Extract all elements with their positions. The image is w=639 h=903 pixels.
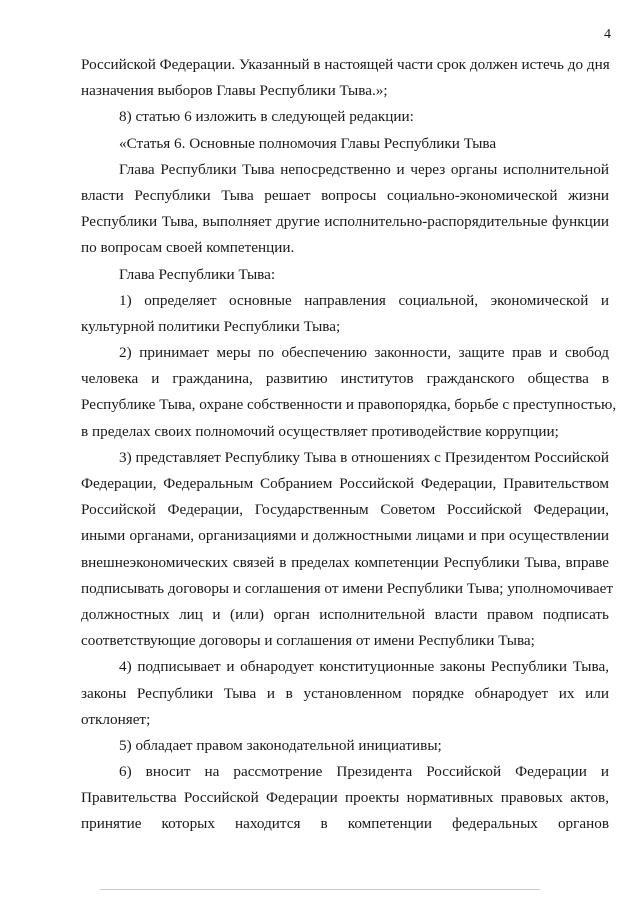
text-line: «Статья 6. Основные полномочия Главы Республики Тыва xyxy=(119,134,497,152)
footer-divider xyxy=(100,889,540,890)
text-line: по вопросам своей компетенции. xyxy=(81,239,295,257)
text-line: принятие которых находится в компетенции федеральных органов xyxy=(81,815,609,833)
text-line: Правительства Российской Федерации проекты нормативных правовых актов, xyxy=(81,789,609,807)
text-line: Российской Федерации, Государственным Советом Российской Федерации, xyxy=(81,501,609,519)
document-body xyxy=(81,52,617,838)
text-line: 3) представляет Республику Тыва в отношениях с Президентом Российской xyxy=(119,448,609,466)
text-line: иными органами, организациями и должностными лицами и при осуществлении xyxy=(81,527,609,545)
page-number: 4 xyxy=(604,27,611,42)
text-line: в пределах своих полномочий осуществляет противодействие коррупции; xyxy=(81,422,559,440)
text-line: внешнеэкономических связей в пределах компетенции Республики Тыва, вправе xyxy=(81,553,609,571)
text-line: Республики Тыва, выполняет другие исполнительно-распорядительные функции xyxy=(81,213,609,231)
text-line: 4) подписывает и обнародует конституционные законы Республики Тыва, xyxy=(119,658,609,676)
text-line: Республике Тыва, охране собственности и правопорядка, борьбе с преступностью, xyxy=(81,396,617,414)
text-line: должностных лиц и (или) орган исполнительной власти правом подписать xyxy=(81,605,609,623)
text-line: 6) вносит на рассмотрение Президента Российской Федерации и xyxy=(119,763,609,781)
text-line: 2) принимает меры по обеспечению законности, защите прав и свобод xyxy=(119,344,609,362)
text-line: Российской Федерации. Указанный в настоящей части срок должен истечь до дня xyxy=(81,56,610,73)
text-line: 8) статью 6 изложить в следующей редакции: xyxy=(119,108,414,126)
text-line: Глава Республики Тыва: xyxy=(119,265,276,283)
text-line: власти Республики Тыва решает вопросы социально-экономической жизни xyxy=(81,186,609,204)
text-line: 5) обладает правом законодательной инициативы; xyxy=(119,736,442,754)
text-line: Федерации, Федеральным Собранием Российской Федерации, Правительством xyxy=(81,475,609,492)
text-line: подписывать договоры и соглашения от имени Республики Тыва; уполномочивает xyxy=(81,579,614,597)
text-line: 1) определяет основные направления социальной, экономической и xyxy=(119,291,609,309)
text-line: законы Республики Тыва и в установленном порядке обнародует их или xyxy=(81,684,609,702)
text-line: Глава Республики Тыва непосредственно и через органы исполнительной xyxy=(119,160,609,178)
text-line: человека и гражданина, развитию институтов гражданского общества в xyxy=(81,370,609,388)
text-line: назначения выборов Главы Республики Тыва.»; xyxy=(81,82,388,100)
text-line: соответствующие договоры и соглашения от имени Республики Тыва; xyxy=(81,632,535,650)
text-line: культурной политики Республики Тыва; xyxy=(81,317,341,335)
text-line: отклоняет; xyxy=(81,710,151,728)
